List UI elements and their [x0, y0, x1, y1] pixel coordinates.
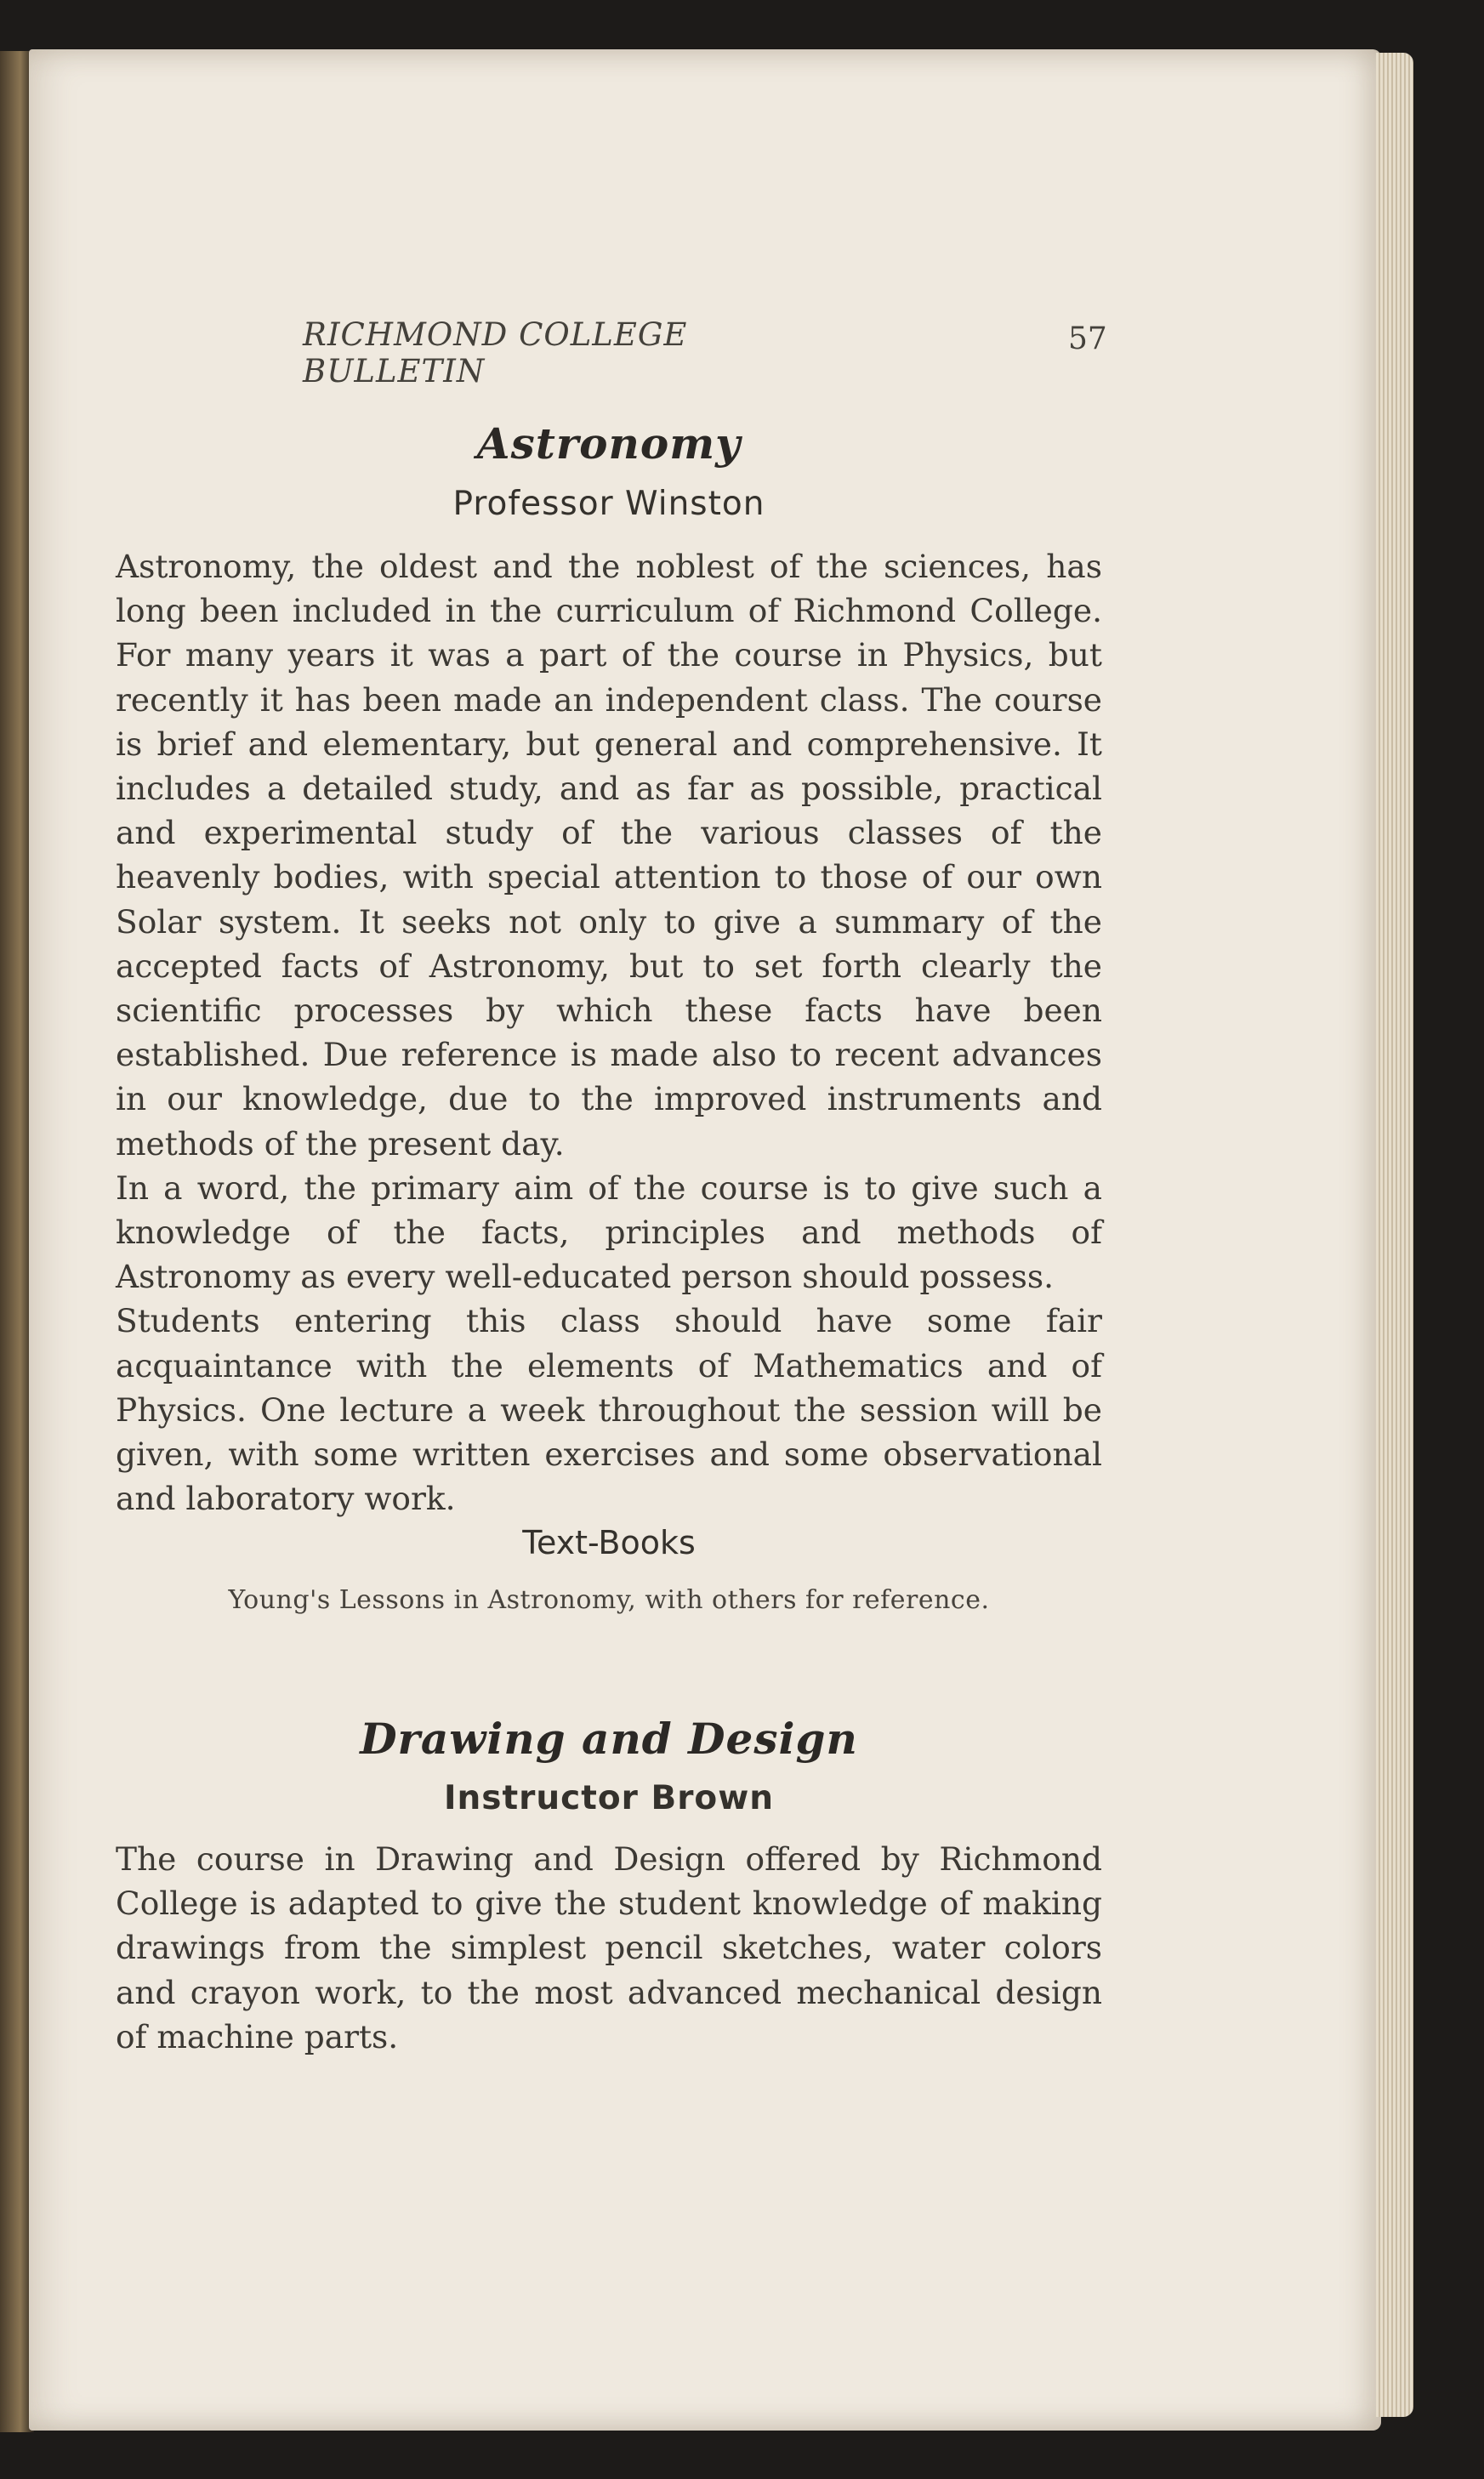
textbooks-heading: Text-Books: [522, 1524, 696, 1561]
drawing-body: [116, 1837, 1102, 2059]
running-head: RICHMOND COLLEGE BULLETIN: [303, 316, 688, 389]
paragraph: Astronomy, the oldest and the noblest of the sciences, has long been included in the curriculum of Richmond College. For many years it was a part of the course in Physics, but recently it has been made an independent class. The course is brief and elementary, but general and comprehensive. It includes a detailed study, and as far as possible, practical and experimental study of the various classes of the heavenly bodies, with special attention to those of our own Solar system. It seeks not only to give a summary of the accepted facts of Astronomy, but to set forth clearly the scientific processes by which these facts have been established. Due reference is made also to recent advances in our knowledge, due to the improved instruments and methods of the present day.: [116, 548, 1102, 1163]
page-stack-edge: [1376, 53, 1413, 2417]
paragraph: The course in Drawing and Design offered by Richmond College is adapted to give the student knowledge of making drawings from the simplest pencil sketches, water colors and crayon work, to the most advanced mechanical design of machine parts.: [116, 1840, 1102, 2055]
section-title-drawing-and-design: Drawing and Design: [360, 1714, 858, 1764]
section-title-astronomy: Astronomy: [476, 418, 742, 469]
section-byline-drawing-and-design: Instructor Brown: [443, 1779, 775, 1817]
astronomy-body: [116, 544, 1102, 1521]
textbooks-reference: Young's Lessons in Astronomy, with others for reference.: [228, 1585, 990, 1615]
paragraph: Students entering this class should have some fair acquaintance with the elements of Mathematics and of Physics. One lecture a week throughout the session will be given, with some written exercises and some observational and laboratory work.: [116, 1302, 1102, 1518]
page-number: 57: [1068, 321, 1107, 356]
paragraph: In a word, the primary aim of the course is to give such a knowledge of the facts, principles and methods of Astronomy as every well-educated person should possess.: [116, 1168, 1102, 1296]
section-byline-astronomy: Professor Winston: [452, 485, 765, 523]
